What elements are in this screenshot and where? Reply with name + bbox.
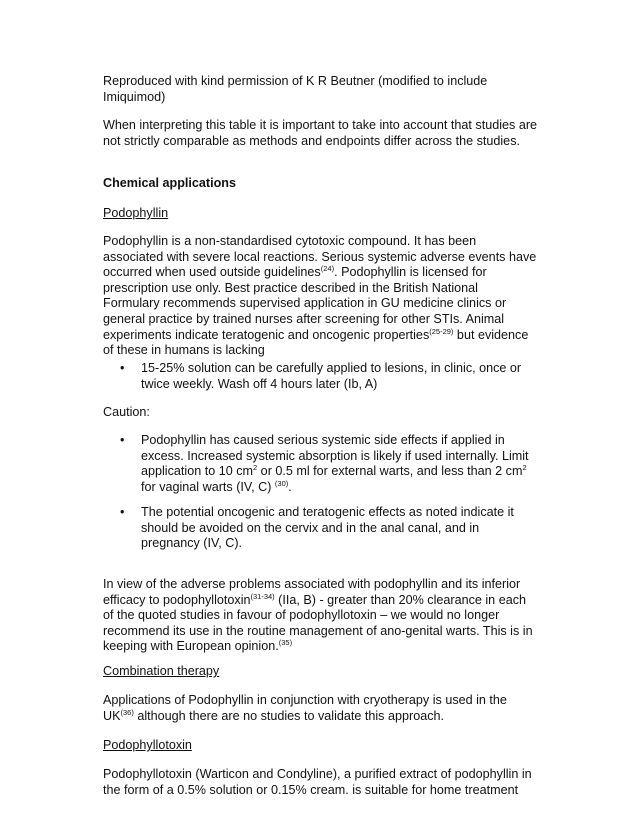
adverse-line-2b: (IIa, B) - greater than 20% clearance in each <box>274 592 526 607</box>
podophyllin-line-3a: occurred when used outside guidelines <box>103 265 321 280</box>
podophyllin-line-3 <box>103 265 543 281</box>
bullet-icon: • <box>120 361 125 375</box>
reference-25-29: (25-29) <box>429 326 454 336</box>
bullet-systemic-text <box>141 433 529 495</box>
combination-line-1: Applications of Podophyllin in conjunction with cryotherapy is used in the <box>103 693 507 707</box>
adverse-line-4: recommend its use in the routine management of ano-genital warts. This is in <box>103 623 533 638</box>
interpret-line-1: When interpreting this table it is important to take into account that studies are <box>103 118 538 132</box>
podophyllin-line-7a: experiments indicate teratogenic and oncogenic properties <box>103 327 430 342</box>
podophyllotoxin-heading-text: Podophyllotoxin <box>103 738 192 752</box>
podophyllin-line-3b: . Podophyllin is licensed for <box>334 265 487 280</box>
podophyllin-line-1: Podophyllin is a non-standardised cytotoxic compound. It has been <box>103 234 477 248</box>
combination-line-2b: although there are no studies to validate this approach. <box>133 708 444 723</box>
podophyllotoxin-paragraph <box>103 767 543 798</box>
bullet-systemic-line-3 <box>141 464 529 480</box>
podophyllin-line-5: Formulary recommends supervised application in GU medicine clinics or <box>103 296 507 311</box>
reference-30: (30) <box>274 478 289 488</box>
podophyllin-paragraph <box>103 234 543 359</box>
bullet-systemic-line-4 <box>141 480 529 496</box>
superscript-squared-1: 2 <box>253 463 258 473</box>
adverse-line-2 <box>103 593 543 609</box>
bullet-systemic-line-3b: or 0.5 ml for external warts, and less than 2 cm <box>257 464 523 479</box>
bullet-icon: • <box>120 433 125 447</box>
credit-line-2: Imiquimod) <box>103 89 166 104</box>
bullet-dosage-text <box>141 361 521 392</box>
bullet-oncogenic-line-3: pregnancy (IV, C). <box>141 536 243 551</box>
reference-31-34: (31-34) <box>250 591 275 601</box>
reference-24: (24) <box>320 264 335 274</box>
adverse-line-3: of the quoted studies in favour of podophyllotoxin – we would no longer <box>103 608 500 623</box>
credit-paragraph <box>103 74 543 105</box>
reference-36: (36) <box>120 707 134 717</box>
reference-35: (35) <box>278 638 293 648</box>
combination-paragraph <box>103 693 543 724</box>
interpretation-paragraph <box>103 118 543 149</box>
podophyllin-line-6: general practice by trained nurses after screening for other STIs. Animal <box>103 311 505 326</box>
podophyllin-line-7 <box>103 328 543 344</box>
podophyllotoxin-line-1: Podophyllotoxin (Warticon and Condyline), a purified extract of podophyllin in <box>103 767 532 781</box>
adverse-line-5 <box>103 639 543 655</box>
credit-line-1: Reproduced with kind permission of K R Beutner (modified to include <box>103 74 488 88</box>
bullet-dosage-line-2: twice weekly. Wash off 4 hours later (Ib, A) <box>141 376 378 391</box>
subheading-podophyllin <box>103 206 543 222</box>
bullet-dosage-line-1: 15-25% solution can be carefully applied to lesions, in clinic, once or <box>141 361 522 375</box>
subheading-combination-therapy <box>103 664 543 680</box>
adverse-line-5a: keeping with European opinion. <box>103 639 279 654</box>
caution-label: Caution: <box>103 405 150 419</box>
section-heading-chemical-applications: Chemical applications <box>103 176 236 190</box>
bullet-systemic-line-3a: application to 10 cm <box>141 464 254 479</box>
adverse-line-1: In view of the adverse problems associated with podophyllin and its inferior <box>103 577 521 591</box>
bullet-oncogenic-text <box>141 505 514 552</box>
combination-line-2a: UK <box>103 708 121 723</box>
bullet-systemic-line-4a: for vaginal warts (IV, C) <box>141 479 275 494</box>
subheading-podophyllotoxin <box>103 738 543 754</box>
superscript-squared-2: 2 <box>522 463 527 473</box>
bullet-systemic-line-2: excess. Increased systemic absorption is likely if used internally. Limit <box>141 448 529 463</box>
podophyllin-line-2: associated with severe local reactions. Serious systemic adverse events have <box>103 249 537 264</box>
podophyllin-heading-text: Podophyllin <box>103 206 169 220</box>
interpret-line-2: not strictly comparable as methods and endpoints differ across the studies. <box>103 133 520 148</box>
bullet-systemic-line-4b: . <box>288 479 292 494</box>
bullet-oncogenic-line-2: should be avoided on the cervix and in the anal canal, and in <box>141 520 480 535</box>
bullet-systemic-line-1: Podophyllin has caused serious systemic side effects if applied in <box>141 433 505 447</box>
combination-line-2 <box>103 709 543 725</box>
adverse-line-2a: efficacy to podophyllotoxin <box>103 592 251 607</box>
combination-heading-text: Combination therapy <box>103 664 220 678</box>
bullet-icon: • <box>120 505 125 519</box>
bullet-oncogenic-line-1: The potential oncogenic and teratogenic effects as noted indicate it <box>141 505 514 519</box>
podophyllin-line-4: prescription use only. Best practice described in the British National <box>103 280 478 295</box>
adverse-paragraph <box>103 577 543 655</box>
podophyllotoxin-line-2: the form of a 0.5% solution or 0.15% cream. is suitable for home treatment <box>103 782 519 797</box>
podophyllin-line-8: of these in humans is lacking <box>103 343 265 358</box>
podophyllin-line-7b: but evidence <box>453 327 529 342</box>
